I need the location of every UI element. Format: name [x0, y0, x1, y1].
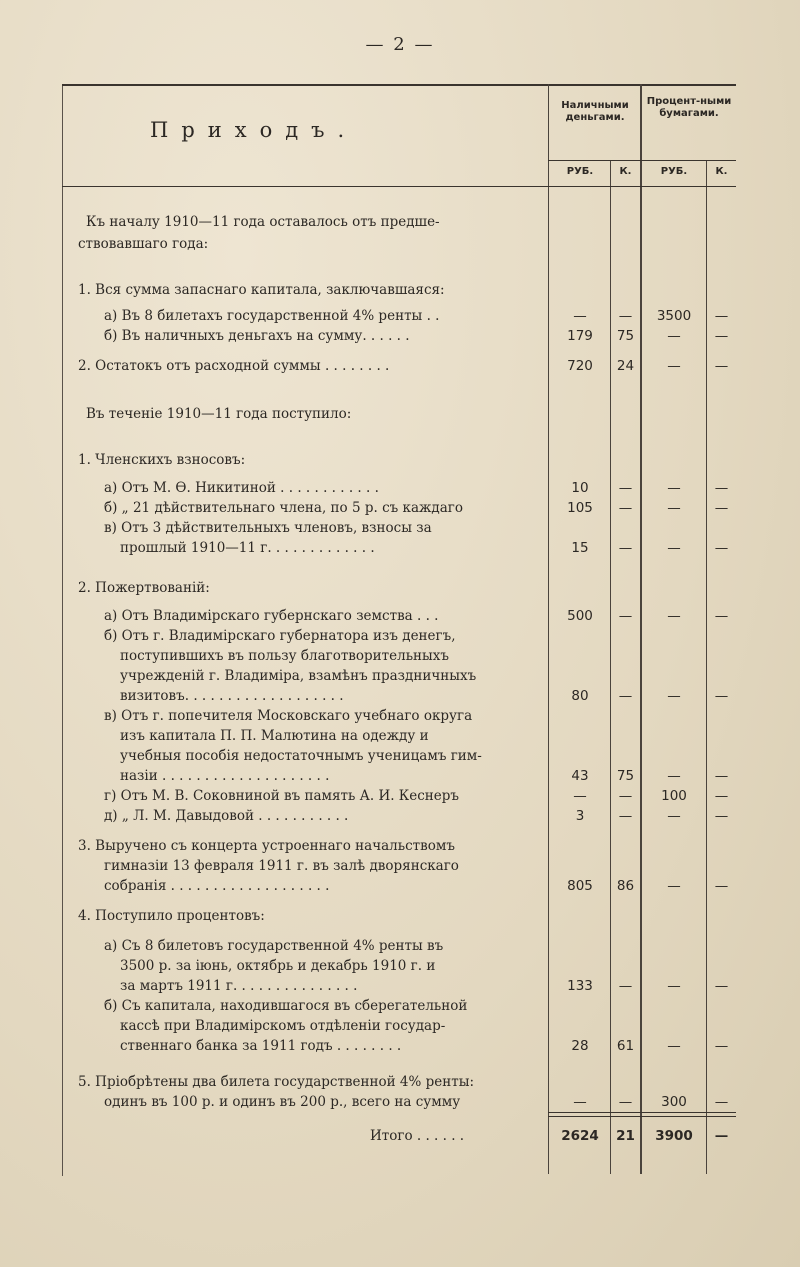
amount-cell: 179 — [567, 328, 593, 344]
line-text: б) Въ наличныхъ деньгахъ на сумму. . . . . . — [104, 328, 410, 344]
unit-rub: РУБ. — [566, 166, 594, 177]
amount-cell: — — [667, 358, 681, 374]
line-text: а) Отъ Владимірскаго губернскаго земства . . . — [104, 608, 439, 624]
unit-kop: К. — [619, 166, 632, 177]
amount-cell: — — [714, 808, 729, 824]
line-text: 5. Пріобрѣтены два билета государственной 4% ренты: — [78, 1074, 475, 1090]
amount-cell: — — [618, 978, 633, 994]
line-text: 3500 р. за іюнь, октябрь и декабрь 1910 г. и — [120, 958, 436, 974]
amount-cell: 105 — [567, 500, 593, 516]
total-rule — [548, 1116, 736, 1117]
line-text: в) Отъ 3 дѣйствительныхъ членовъ, взносы за — [104, 520, 432, 536]
line-text: поступившихъ въ пользу благотворительныхъ — [120, 648, 449, 664]
unit-kop: К. — [715, 166, 728, 177]
line-text: а) Въ 8 билетахъ государственной 4% ренты . . — [104, 308, 440, 324]
amount-cell: — — [667, 808, 681, 824]
line-text: учрежденій г. Владиміра, взамѣнъ праздничныхъ — [120, 668, 477, 684]
amount-cell: — — [618, 500, 633, 516]
line-text: б) Съ капитала, находившагося въ сберегательной — [104, 998, 468, 1014]
amount-cell: 10 — [571, 480, 589, 496]
line-text: 1. Вся сумма запаснаго капитала, заключавшаяся: — [78, 282, 445, 298]
amount-cell: — — [714, 688, 729, 704]
amount-cell: — — [618, 540, 633, 556]
line-text: а) Отъ М. Ѳ. Никитиной . . . . . . . . . . . . — [104, 480, 379, 496]
amount-cell: — — [667, 608, 681, 624]
amount-cell: 61 — [616, 1038, 635, 1054]
line-text: одинъ въ 100 р. и одинъ въ 200 р., всего на сумму — [104, 1094, 461, 1110]
amount-cell: 15 — [571, 540, 589, 556]
amount-cell: 24 — [616, 358, 635, 374]
line-text: учебныя пособія недостаточнымъ ученицамъ гим- — [120, 748, 482, 764]
total-label: Итого . . . . . . — [370, 1128, 465, 1144]
amount-cell: — — [573, 308, 587, 324]
line-text: 3. Выручено съ концерта устроеннаго начальствомъ — [78, 838, 455, 854]
line-text: д) „ Л. М. Давыдовой . . . . . . . . . . . — [104, 808, 349, 824]
line-text: визитовъ. . . . . . . . . . . . . . . . . . . — [120, 688, 344, 704]
amount-cell: 86 — [616, 878, 635, 894]
amount-cell: — — [618, 808, 633, 824]
amount-cell: 500 — [567, 608, 593, 624]
page-number: — 2 — — [365, 34, 435, 55]
amount-cell: 133 — [567, 978, 593, 994]
amount-cell: — — [618, 308, 633, 324]
amount-cell: 300 — [661, 1094, 687, 1110]
amount-cell: 100 — [661, 788, 687, 804]
line-text: за мартъ 1911 г. . . . . . . . . . . . . . . — [120, 978, 358, 994]
line-text: 1. Членскихъ взносовъ: — [78, 452, 246, 468]
line-text: кассѣ при Владимірскомъ отдѣленіи государ- — [120, 1018, 446, 1034]
page-title: Приходъ. — [150, 118, 358, 142]
amount-cell: — — [667, 688, 681, 704]
line-text: а) Съ 8 билетовъ государственной 4% ренты въ — [104, 938, 444, 954]
amount-cell: — — [667, 1038, 681, 1054]
amount-cell: — — [618, 688, 633, 704]
line-text: г) Отъ М. В. Соковниной въ память А. И. Кеснеръ — [104, 788, 460, 804]
amount-cell: — — [618, 1094, 633, 1110]
header-rule — [548, 160, 736, 161]
line-text: ственнаго банка за 1911 годъ . . . . . . . . — [120, 1038, 402, 1054]
line-text: гимназіи 13 февраля 1911 г. въ залѣ дворянскаго — [104, 858, 459, 874]
amount-cell: — — [667, 768, 681, 784]
line-text: б) „ 21 дѣйствительнаго члена, по 5 р. съ каждаго — [104, 500, 463, 516]
amount-cell: — — [667, 328, 681, 344]
amount-cell: 75 — [616, 768, 635, 784]
line-text: изъ капитала П. П. Малютина на одежду и — [120, 728, 429, 744]
amount-cell: — — [573, 788, 587, 804]
line-text: Въ теченіе 1910—11 года поступило: — [86, 406, 352, 422]
amount-cell: — — [714, 608, 729, 624]
line-text: собранія . . . . . . . . . . . . . . . . . . . — [104, 878, 330, 894]
amount-cell: — — [573, 1094, 587, 1110]
column-rule — [640, 84, 642, 1174]
column-header-cash: Наличными деньгами. — [561, 100, 629, 123]
total-papers-kop: — — [714, 1128, 729, 1144]
total-cash-kop: 21 — [616, 1128, 635, 1144]
amount-cell: — — [618, 608, 633, 624]
amount-cell: — — [618, 788, 633, 804]
amount-cell: — — [667, 978, 681, 994]
line-text: 4. Поступило процентовъ: — [78, 908, 265, 924]
amount-cell: — — [714, 768, 729, 784]
total-cash-rub: 2624 — [561, 1128, 599, 1144]
amount-cell: — — [667, 540, 681, 556]
amount-cell: — — [714, 500, 729, 516]
line-text: 2. Пожертвованій: — [78, 580, 210, 596]
line-text: прошлый 1910—11 г. . . . . . . . . . . . . — [120, 540, 375, 556]
amount-cell: — — [714, 1094, 729, 1110]
amount-cell: — — [714, 1038, 729, 1054]
amount-cell: 43 — [571, 768, 589, 784]
amount-cell: — — [714, 328, 729, 344]
amount-cell: 75 — [616, 328, 635, 344]
line-text: ствовавшаго года: — [78, 236, 209, 252]
amount-cell: — — [714, 878, 729, 894]
amount-cell: 805 — [567, 878, 593, 894]
amount-cell: — — [714, 480, 729, 496]
amount-cell: — — [714, 358, 729, 374]
amount-cell: — — [714, 308, 729, 324]
amount-cell: — — [714, 540, 729, 556]
amount-cell: — — [714, 978, 729, 994]
amount-cell: — — [667, 878, 681, 894]
amount-cell: 3500 — [656, 308, 692, 324]
amount-cell: — — [714, 788, 729, 804]
header-rule — [62, 186, 736, 187]
amount-cell: 3 — [575, 808, 585, 824]
line-text: Къ началу 1910—11 года оставалось отъ предше- — [86, 214, 440, 230]
amount-cell: 720 — [567, 358, 593, 374]
line-text: б) Отъ г. Владимірскаго губернатора изъ денегъ, — [104, 628, 456, 644]
amount-cell: — — [618, 480, 633, 496]
amount-cell: — — [667, 480, 681, 496]
line-text: в) Отъ г. попечителя Московскаго учебнаго округа — [104, 708, 473, 724]
total-papers-rub: 3900 — [655, 1128, 693, 1144]
column-header-papers: Процент-ными бумагами. — [646, 96, 732, 119]
total-rule — [548, 1112, 736, 1113]
amount-cell: 28 — [571, 1038, 589, 1054]
column-rule — [548, 84, 549, 1174]
line-text: назіи . . . . . . . . . . . . . . . . . . . . — [120, 768, 330, 784]
amount-cell: 80 — [571, 688, 589, 704]
unit-rub: РУБ. — [660, 166, 688, 177]
line-text: 2. Остатокъ отъ расходной суммы . . . . . . . . — [78, 358, 390, 374]
amount-cell: — — [667, 500, 681, 516]
